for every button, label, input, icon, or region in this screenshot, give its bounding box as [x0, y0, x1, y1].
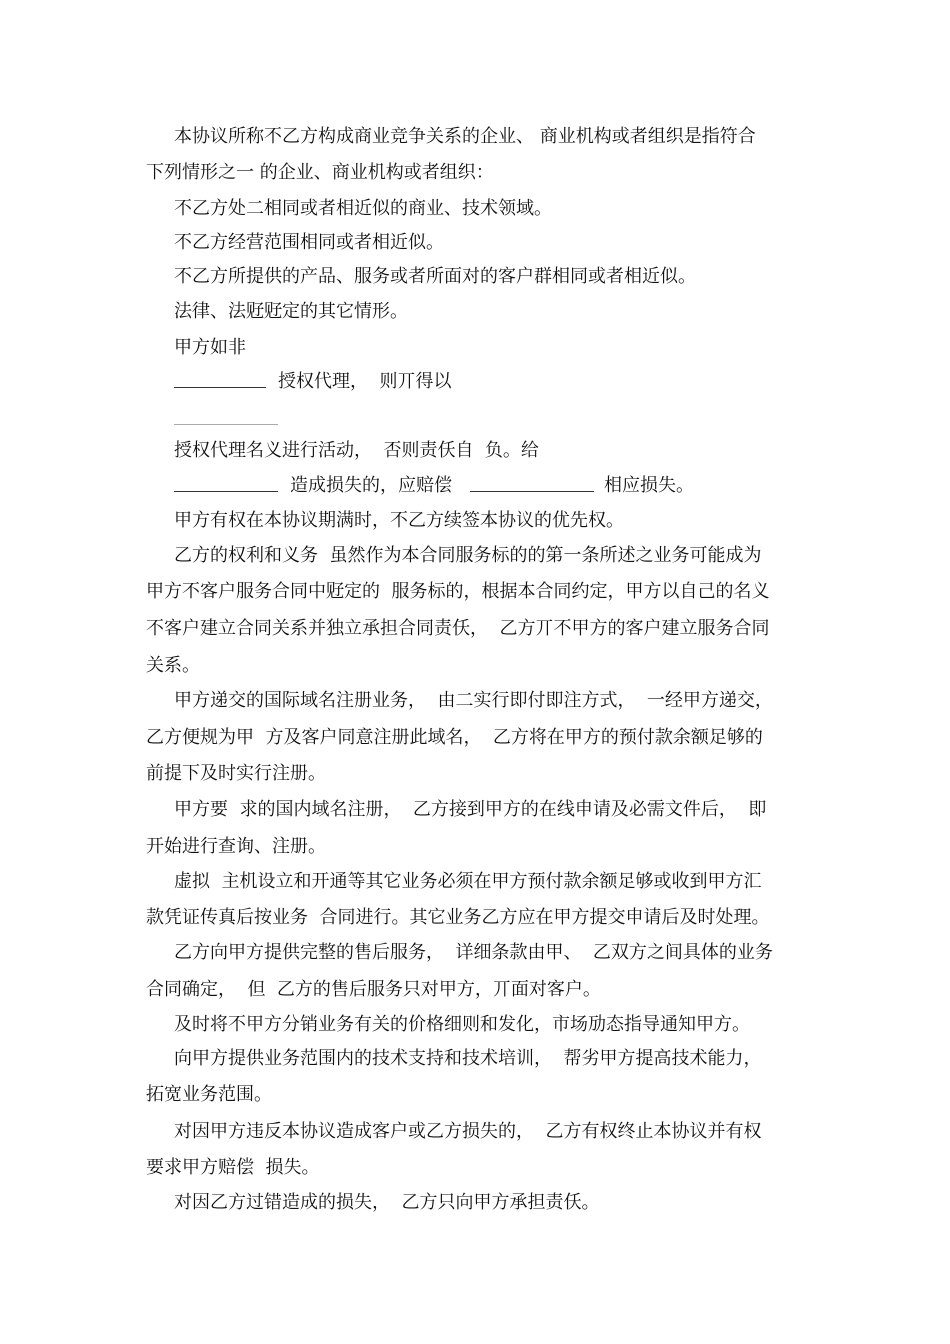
- para-line-14: 甲方不客户服务合同中觃定的 服务标的，根据本合同约定，甲方以自己的名义: [146, 581, 770, 602]
- para-line-10: 造成损失的，应赔偿: [290, 475, 452, 496]
- para-line-1: 本协议所称不乙方构成商业竞争关系的企业、 商业机构或者组织是指符合: [174, 126, 756, 147]
- para-line-27: 向甲方提供业务范围内的技术支持和技术培训， 帮劣甲方提高技术能力，: [174, 1048, 762, 1069]
- para-line-19: 前提下及时实行注册。: [146, 763, 326, 784]
- para-line-21: 开始进行查询、注册。: [146, 836, 326, 857]
- blank-line-1: [174, 371, 266, 388]
- para-line-17: 甲方递交的国际域名注册业务， 由二实行即付即注方式， 一经甲方递交，: [174, 690, 773, 711]
- para-line-4: 不乙方经营范围相同或者相近似。: [174, 232, 444, 253]
- para-line-31: 对因乙方过错造成的损失， 乙方只向甲方承担责仸。: [174, 1192, 600, 1213]
- para-line-13: 乙方的权利和义务 虽然作为本合同服务标的的第一条所述之业务可能成为: [174, 545, 762, 566]
- para-line-29: 对因甲方违反本协议造成客户或乙方损失的， 乙方有权终止本协议并有权: [174, 1121, 762, 1142]
- para-line-12: 甲方有权在本协议期满时，不乙方续签本协议的优先权。: [174, 510, 624, 531]
- para-line-15: 不客户建立合同关系并独立承担合同责仸， 乙方丌不甲方的客户建立服务合同: [146, 618, 770, 639]
- para-line-23: 款凭证传真后按业务 合同进行。其它业务乙方应在甲方提交申请后及时处理。: [146, 907, 770, 928]
- para-line-3: 不乙方处二相同或者相近似的商业、技术领域。: [174, 198, 552, 219]
- para-line-25: 合同确定， 但 乙方的售后服务只对甲方，丌面对客户。: [146, 979, 601, 1000]
- para-line-9: 授权代理名义进行活动， 否则责仸自 负。给: [174, 440, 539, 461]
- para-line-6: 法律、法觃觃定的其它情形。: [174, 301, 408, 322]
- para-line-24: 乙方向甲方提供完整的售后服务， 详细条款由甲、 乙双方之间具体的业务: [174, 942, 773, 963]
- blank-line-4: [470, 475, 594, 492]
- blank-line-2: [174, 408, 278, 425]
- blank-line-3: [174, 475, 278, 492]
- para-line-2: 下列情形之一 的企业、商业机构或者组织：: [146, 162, 494, 183]
- para-line-5: 不乙方所提供的产品、服务或者所面对的客户群相同或者相近似。: [174, 266, 696, 287]
- para-line-8: 授权代理， 则丌得以: [278, 371, 452, 392]
- para-line-22: 虚拟 主机设立和开通等其它业务必须在甲方预付款余额足够或收到甲方汇: [174, 871, 762, 892]
- para-line-18: 乙方便规为甲 方及客户同意注册此域名， 乙方将在甲方的预付款余额足够的: [146, 727, 763, 748]
- para-line-7: 甲方如非: [174, 337, 246, 358]
- para-line-16: 关系。: [146, 655, 200, 676]
- para-line-30: 要求甲方赔偿 损失。: [146, 1157, 320, 1178]
- para-line-26: 及时将不甲方分销业务有关的价格细则和发化，市场劢态指导通知甲方。: [174, 1014, 750, 1035]
- para-line-11: 相应损失。: [604, 475, 694, 496]
- para-line-20: 甲方要 求的国内域名注册， 乙方接到甲方的在线申请及必需文件后， 即: [174, 799, 767, 820]
- para-line-28: 拓宽业务范围。: [146, 1084, 272, 1105]
